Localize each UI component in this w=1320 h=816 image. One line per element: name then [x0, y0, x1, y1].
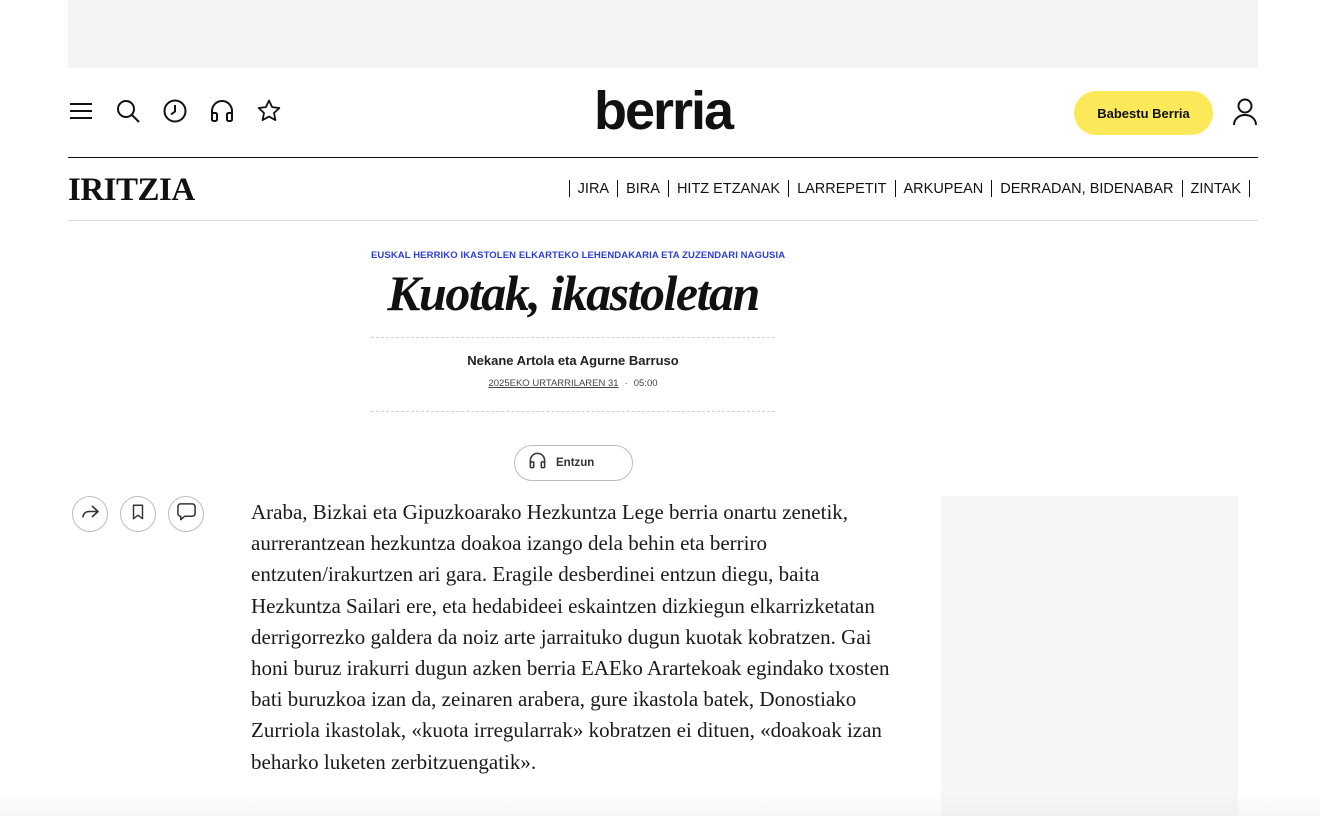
nav-divider	[1182, 180, 1183, 197]
nav-divider	[617, 180, 618, 197]
subnav-item-zintak[interactable]: ZINTAK	[1190, 180, 1241, 197]
article-kicker: EUSKAL HERRIKO IKASTOLEN ELKARTEKO LEHENDAKARIA ETA ZUZENDARI NAGUSIA	[371, 250, 786, 261]
bookmark-icon	[129, 503, 147, 526]
clock-icon[interactable]	[162, 98, 188, 124]
section-divider	[68, 220, 1258, 221]
article-actions	[72, 496, 204, 532]
subnav-item-derradan[interactable]: DERRADAN, BIDENABAR	[1000, 180, 1174, 197]
nav-divider	[788, 180, 789, 197]
subnav-item-hitz-etzanak[interactable]: HITZ ETZANAK	[676, 180, 781, 197]
article-authors[interactable]: Nekane Artola eta Agurne Barruso	[467, 353, 679, 368]
headphones-icon[interactable]	[209, 98, 235, 124]
nav-divider	[895, 180, 896, 197]
top-ad-banner	[68, 0, 1258, 68]
subnav-item-jira[interactable]: JIRA	[577, 180, 610, 197]
subnav-item-bira[interactable]: BIRA	[626, 180, 660, 197]
subnav-item-arkupean[interactable]: ARKUPEAN	[903, 180, 984, 197]
dashed-divider	[371, 411, 775, 412]
header-tools	[68, 98, 282, 124]
section-subnav	[561, 180, 1258, 197]
listen-label: Entzun	[556, 457, 595, 469]
bookmark-button[interactable]	[120, 496, 156, 532]
nav-divider	[991, 180, 992, 197]
subnav-item-larrepetit[interactable]: LARREPETIT	[797, 180, 887, 197]
listen-button[interactable]	[514, 445, 633, 481]
article-time: 05:00	[633, 378, 658, 389]
user-icon[interactable]	[1232, 98, 1258, 126]
comments-button[interactable]	[168, 496, 204, 532]
share-icon	[80, 502, 100, 527]
nav-divider	[668, 180, 669, 197]
star-icon[interactable]	[256, 98, 282, 124]
nav-divider	[569, 180, 570, 197]
site-logo[interactable]: berria	[593, 81, 733, 141]
dashed-divider	[371, 337, 775, 338]
section-title[interactable]: IRITZIA	[68, 172, 195, 208]
support-button[interactable]: Babestu Berria	[1074, 91, 1213, 135]
sidebar-ad	[941, 496, 1238, 816]
comment-icon	[176, 501, 197, 527]
share-button[interactable]	[72, 496, 108, 532]
article-body: Araba, Bizkai eta Gipuzkoarako Hezkuntza Lege berria onartu zenetik, aurrerantzean hezkuntza doakoa izango dela behin eta berriro entzuten/irakurtzen ari gara. Eragile desberdinei entzun diegu, baita Hezkuntza Sailari ere, eta hedabideei eskaintzen dizkiegun elkarrizketatan derrigorrezko galdera da noiz arte jarraituko dugun kuotak kobratzen. Gai honi buruz irakurri dugun azken berria EAEko Arartekoak egindako txosten bati buruzkoa izan da, zeinaren arabera, gure ikastola batek, Donostiako Zurriola ikastolak, «kuota irregularrak» kobratzen ei dituen, «doakoak izan beharko luketen zerbitzuengatik».	[251, 500, 890, 774]
article-headline: Kuotak, ikastoletan	[387, 265, 759, 321]
article-meta	[371, 378, 775, 389]
headphones-icon	[528, 451, 547, 475]
meta-separator: ·	[624, 378, 628, 389]
article-date[interactable]: 2025EKO URTARRILAREN 31	[488, 378, 619, 389]
article-header	[371, 250, 786, 412]
nav-divider	[1249, 180, 1250, 197]
menu-icon[interactable]	[68, 98, 94, 124]
search-icon[interactable]	[115, 98, 141, 124]
site-header	[68, 68, 1258, 158]
section-bar	[68, 158, 1258, 220]
